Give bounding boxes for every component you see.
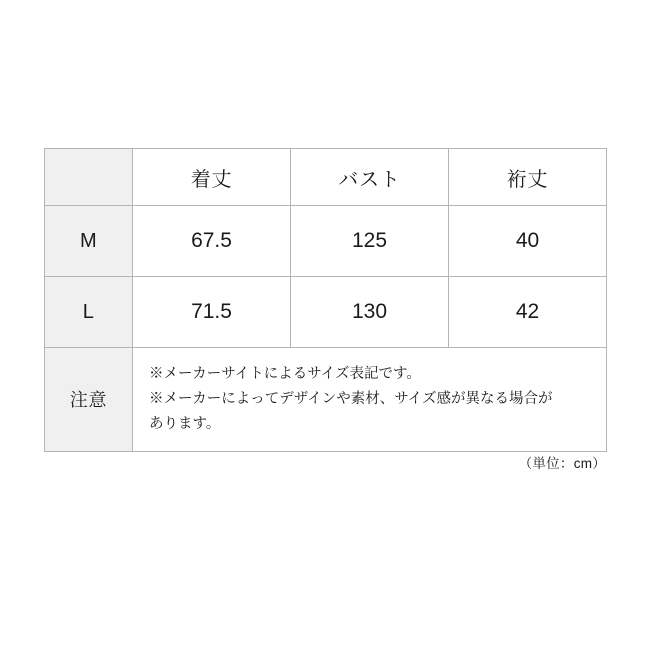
table-header (45, 149, 607, 206)
cell-l-length: 71.5 (133, 277, 291, 348)
size-table-container (44, 148, 606, 452)
cell-m-bust: 125 (291, 206, 449, 277)
table-header-bust: バスト (291, 149, 449, 206)
note-line-2: ※メーカーによってデザインや素材、サイズ感が異なる場合が (149, 390, 553, 407)
table-note-row (45, 348, 607, 452)
unit-caption: （単位：cm） (518, 456, 606, 471)
row-label-m: M (45, 206, 133, 277)
table-header-sleeve: 裄丈 (449, 149, 607, 206)
table-row (45, 277, 607, 348)
note-line-1: ※メーカーサイトによるサイズ表記です。 (149, 366, 421, 382)
table-header-corner (45, 149, 133, 206)
cell-l-sleeve: 42 (449, 277, 607, 348)
note-body (133, 348, 607, 452)
table-header-length: 着丈 (133, 149, 291, 206)
table-header-row (45, 149, 607, 206)
note-label: 注意 (45, 348, 133, 452)
cell-l-bust: 130 (291, 277, 449, 348)
cell-m-length: 67.5 (133, 206, 291, 277)
table-body (45, 206, 607, 452)
note-line-3: あります。 (149, 415, 221, 432)
cell-m-sleeve: 40 (449, 206, 607, 277)
row-label-l: L (45, 277, 133, 348)
size-table (44, 148, 607, 452)
table-row (45, 206, 607, 277)
